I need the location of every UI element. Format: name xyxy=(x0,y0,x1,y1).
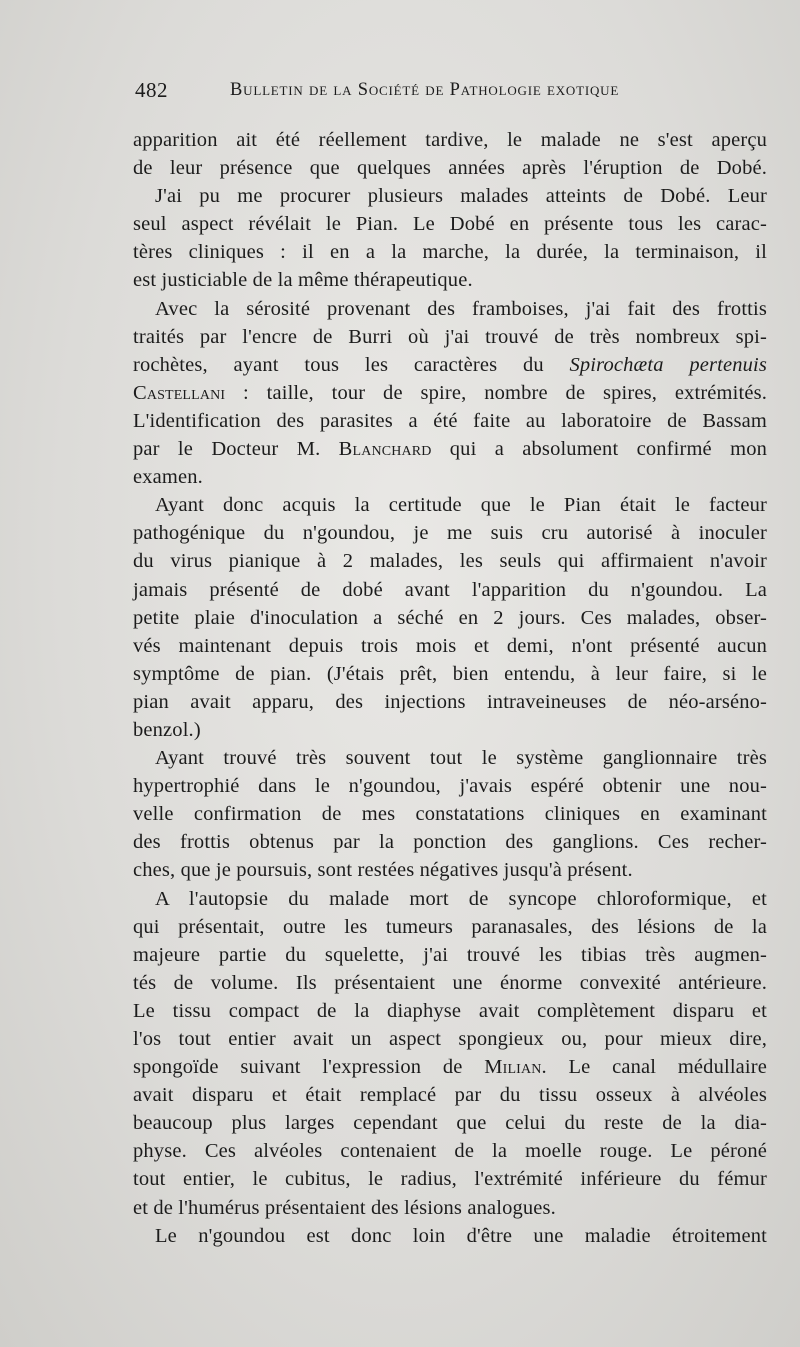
text-line: avait disparu et était remplacé par du tissu osseux à alvéoles xyxy=(133,1084,767,1107)
text-line: Avec la sérosité provenant des framboises, j'ai fait des frottis xyxy=(155,297,767,320)
text-line: A l'autopsie du malade mort de syncope chloroformique, et xyxy=(155,887,767,910)
text-line: du virus pianique à 2 malades, les seuls qui affirmaient n'avoir xyxy=(133,550,767,573)
text-line: petite plaie d'inoculation a séché en 2 jours. Ces malades, obser- xyxy=(133,606,767,629)
author-name: Castellani xyxy=(133,381,226,404)
text-line: vés maintenant depuis trois mois et demi, n'ont présenté aucun xyxy=(133,634,767,657)
text-line: tés de volume. Ils présentaient une énorme convexité antérieure. xyxy=(133,971,767,994)
text-line: de leur présence que quelques années après l'éruption de Dobé. xyxy=(133,157,767,180)
text-line: des frottis obtenus par la ponction des ganglions. Ces recher- xyxy=(133,831,767,854)
text-line: l'os tout entier avait un aspect spongieux ou, pour mieux dire, xyxy=(133,1028,767,1050)
running-head: Bulletin de la Société de Pathologie exotique xyxy=(230,80,620,100)
body-text xyxy=(133,126,767,1250)
text-line: tères cliniques : il en a la marche, la durée, la terminaison, il xyxy=(133,241,767,264)
text-line: est justiciable de la même thérapeutique. xyxy=(133,269,473,292)
text-line: pathogénique du n'goundou, je me suis cru autorisé à inoculer xyxy=(133,522,767,545)
text-line: apparition ait été réellement tardive, le malade ne s'est aperçu xyxy=(133,129,767,151)
text-line xyxy=(133,379,767,407)
text-line: Ayant trouvé très souvent tout le système ganglionnaire très xyxy=(155,747,767,770)
text-run: par le Docteur M. xyxy=(133,438,339,461)
text-run: spongoïde suivant l'expression de xyxy=(133,1056,485,1079)
text-line: pian avait apparu, des injections intraveineuses de néo-arséno- xyxy=(133,690,767,713)
page-header xyxy=(135,78,775,108)
text-line: et de l'humérus présentaient des lésions analogues. xyxy=(133,1196,556,1219)
text-line: hypertrophié dans le n'goundou, j'avais espéré obtenir une nou- xyxy=(133,775,767,798)
text-line: majeure partie du squelette, j'ai trouvé les tibias très augmen- xyxy=(133,943,767,966)
text-line: jamais présenté de dobé avant l'apparition du n'goundou. La xyxy=(133,578,767,601)
text-run: qui a absolument confirmé mon xyxy=(431,438,767,461)
text-run: : taille, tour de spire, nombre de spires, extrémités. xyxy=(225,381,767,404)
species-name: Spirochæta pertenuis xyxy=(569,353,768,376)
text-line: tout entier, le cubitus, le radius, l'extrémité inférieure du fémur xyxy=(133,1168,767,1191)
author-name: Milian xyxy=(484,1056,542,1079)
text-line: Ayant donc acquis la certitude que le Pian était le facteur xyxy=(155,494,767,517)
text-line: L'identification des parasites a été faite au laboratoire de Bassam xyxy=(133,409,767,432)
page-number: 482 xyxy=(135,78,168,102)
text-line: examen. xyxy=(133,466,203,489)
text-line: J'ai pu me procurer plusieurs malades atteints de Dobé. Leur xyxy=(155,185,767,208)
text-line xyxy=(133,1053,767,1081)
text-line: beaucoup plus larges cependant que celui du reste de la dia- xyxy=(133,1112,767,1135)
text-line xyxy=(133,435,767,463)
text-line: symptôme de pian. (J'étais prêt, bien entendu, à leur faire, si le xyxy=(133,662,767,685)
text-line: traités par l'encre de Burri où j'ai trouvé de très nombreux spi- xyxy=(133,325,767,348)
text-line: Le tissu compact de la diaphyse avait complètement disparu et xyxy=(133,999,767,1022)
text-line: ches, que je poursuis, sont restées négatives jusqu'à présent. xyxy=(133,859,633,882)
text-line: Le n'goundou est donc loin d'être une maladie étroitement xyxy=(155,1224,767,1247)
text-line: qui présentait, outre les tumeurs paranasales, des lésions de la xyxy=(133,915,767,938)
author-name: Blanchard xyxy=(338,438,432,461)
text-line: physe. Ces alvéoles contenaient de la moelle rouge. Le péroné xyxy=(133,1140,767,1163)
text-run: rochètes, ayant tous les caractères du xyxy=(133,353,570,376)
text-line: seul aspect révélait le Pian. Le Dobé en présente tous les carac- xyxy=(133,213,767,236)
text-line xyxy=(133,351,767,379)
text-line: velle confirmation de mes constatations cliniques en examinant xyxy=(133,803,767,826)
text-line: benzol.) xyxy=(133,718,201,741)
text-run: . Le canal médullaire xyxy=(541,1056,767,1079)
